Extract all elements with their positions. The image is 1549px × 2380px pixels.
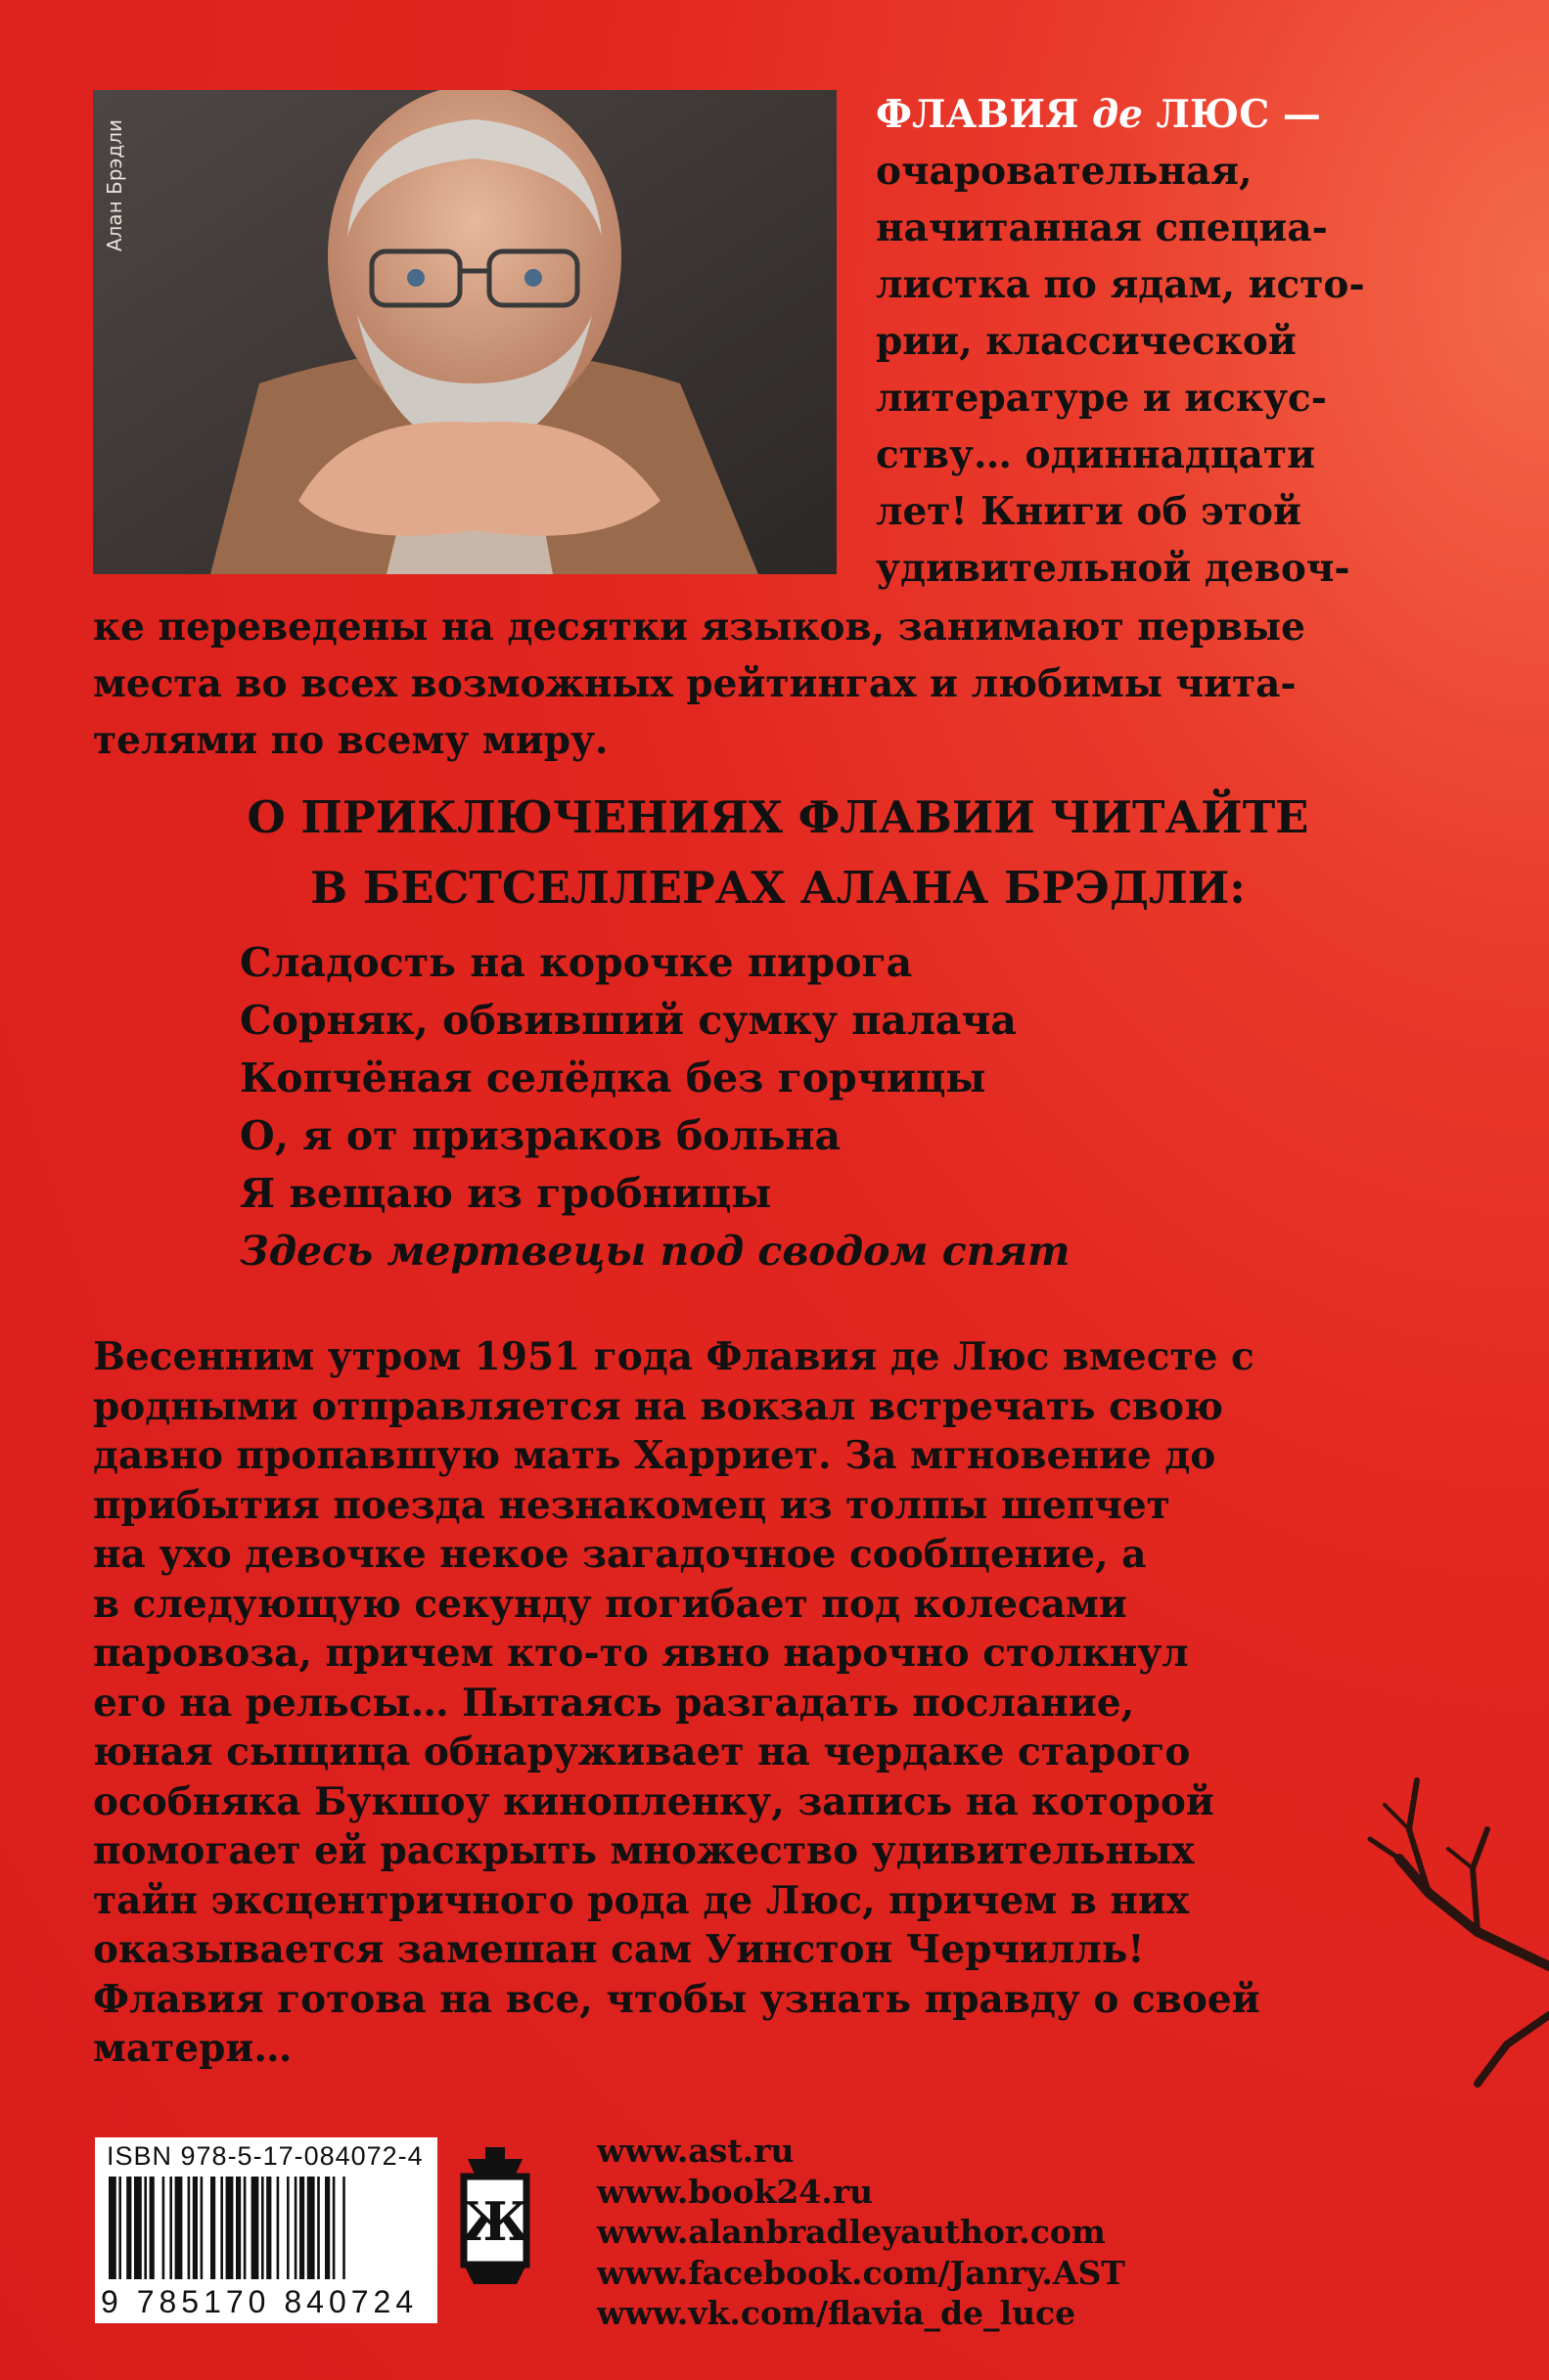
blurb-line: прибытия поезда незнакомец из толпы шепчет (93, 1482, 1170, 1528)
intro-line: телями по всему миру. (93, 718, 609, 763)
blurb-line: в следующую секунду погибает под колесами (93, 1581, 1127, 1627)
intro-line: ке переведены на десятки языков, занимают первые (93, 605, 1305, 650)
link-vk[interactable]: www.vk.com/flavia_de_luce (597, 2294, 1076, 2332)
barcode-bar (169, 2177, 172, 2279)
ean-number: 9 785170 840724 (101, 2284, 419, 2319)
publisher-links (597, 2131, 1125, 2334)
series-heading (93, 783, 1463, 923)
intro-line: рии, классической (876, 319, 1297, 364)
link-book24[interactable]: www.book24.ru (597, 2172, 874, 2211)
tree-branch-illustration (1360, 1722, 1549, 2093)
barcode-bar (210, 2177, 215, 2279)
barcode-bar (201, 2177, 204, 2279)
intro-line: начитанная специа- (876, 205, 1328, 250)
barcode-bar (244, 2177, 247, 2279)
barcode-bar (144, 2177, 147, 2279)
intro-line: литературе и искус- (876, 376, 1327, 421)
blurb-line: юная сыщица обнаруживает на чердаке старого (93, 1729, 1191, 1774)
barcode-bar (109, 2177, 116, 2279)
blurb-line: тайн эксцентричного рода де Люс, причем в них (93, 1877, 1190, 1923)
series-title: Сорняк, обвивший сумку палача (240, 997, 1017, 1044)
intro-line: удивительной девоч- (876, 546, 1350, 591)
barcode-bar (325, 2177, 330, 2279)
intro-text (876, 86, 1482, 597)
blurb-line: на ухо девочке некое загадочное сообщение, а (93, 1532, 1147, 1577)
intro-line: очаровательная, (876, 149, 1253, 194)
publisher-lantern-icon (456, 2147, 534, 2294)
blurb-line: паровоза, причем кто-то явно нарочно столкнул (93, 1631, 1189, 1676)
barcode-bar (220, 2177, 223, 2279)
barcode-bar (266, 2177, 271, 2279)
blurb-line: давно пропавшую мать Харриет. За мгновение до (93, 1433, 1216, 1478)
series-heading-line: О ПРИКЛЮЧЕНИЯХ ФЛАВИИ ЧИТАЙТЕ (247, 791, 1309, 843)
barcode-bar (333, 2177, 336, 2279)
barcode-bar (342, 2177, 345, 2279)
blurb-line: особняка Букшоу кинопленку, запись на которой (93, 1778, 1214, 1824)
series-list (240, 934, 1414, 1280)
series-title: Я вещаю из гробницы (240, 1170, 772, 1217)
current-series-title: Здесь мертвецы под сводом спят (240, 1228, 1071, 1275)
blurb-line: его на рельсы… Пытаясь разгадать послание, (93, 1680, 1135, 1726)
barcode-bar (188, 2177, 191, 2279)
blurb-line: Флавия готова на все, чтобы узнать правду о своей (93, 1976, 1260, 2022)
photo-credit: Алан Брэдли (103, 119, 126, 252)
series-title: Копчёная селёдка без горчицы (240, 1055, 986, 1101)
author-photo (93, 90, 837, 574)
isbn-label: ISBN 978-5-17-084072-4 (107, 2141, 424, 2171)
intro-line: места во всех возможных рейтингах и любимы чита- (93, 661, 1297, 706)
blurb-line: оказывается замешан сам Уинстон Черчилль! (93, 1927, 1145, 1972)
author-portrait-illustration (93, 90, 837, 574)
barcode-bar (251, 2177, 259, 2279)
link-facebook[interactable]: www.facebook.com/Janry.AST (597, 2253, 1125, 2292)
barcode-bar (299, 2177, 304, 2279)
series-heading-line: В БЕСТСЕЛЛЕРАХ АЛАНА БРЭДЛИ: (310, 862, 1246, 914)
barcode-icon (109, 2177, 427, 2284)
barcode-bar (193, 2177, 198, 2279)
barcode-bar (307, 2177, 315, 2279)
barcode-bar (150, 2177, 155, 2279)
blurb-line: помогает ей раскрыть множество удивительных (93, 1828, 1195, 1873)
intro-lead: ФЛАВИЯ де ЛЮС — (876, 92, 1321, 137)
isbn-barcode-block (95, 2137, 437, 2323)
intro-line: лет! Книги об этой (876, 489, 1301, 534)
series-title: Сладость на корочке пирога (240, 939, 913, 986)
barcode-bar (118, 2177, 121, 2279)
link-author-site[interactable]: www.alanbradleyauthor.com (597, 2213, 1106, 2251)
intro-continuation (93, 599, 1482, 769)
barcode-bar (317, 2177, 320, 2279)
barcode-bar (226, 2177, 234, 2279)
blurb-text (93, 1332, 1482, 2074)
link-ast[interactable]: www.ast.ru (597, 2132, 795, 2170)
barcode-bar (175, 2177, 183, 2279)
svg-text:Ж: Ж (460, 2190, 530, 2253)
barcode-bar (295, 2177, 297, 2279)
series-title: О, я от призраков больна (240, 1112, 842, 1159)
barcode-bar (126, 2177, 131, 2279)
barcode-bar (134, 2177, 142, 2279)
barcode-bar (236, 2177, 241, 2279)
intro-line: листка по ядам, исто- (876, 262, 1365, 307)
blurb-line: родными отправляется на вокзал встречать свою (93, 1383, 1223, 1429)
barcode-bar (261, 2177, 264, 2279)
blurb-line: Весенним утром 1951 года Флавия де Люс вместе с (93, 1334, 1254, 1379)
barcode-bar (287, 2177, 290, 2279)
barcode-bar (162, 2177, 165, 2279)
barcode-bar (277, 2177, 280, 2279)
intro-line: ству… одиннадцати (876, 432, 1316, 477)
blurb-line: матери… (93, 2026, 293, 2071)
